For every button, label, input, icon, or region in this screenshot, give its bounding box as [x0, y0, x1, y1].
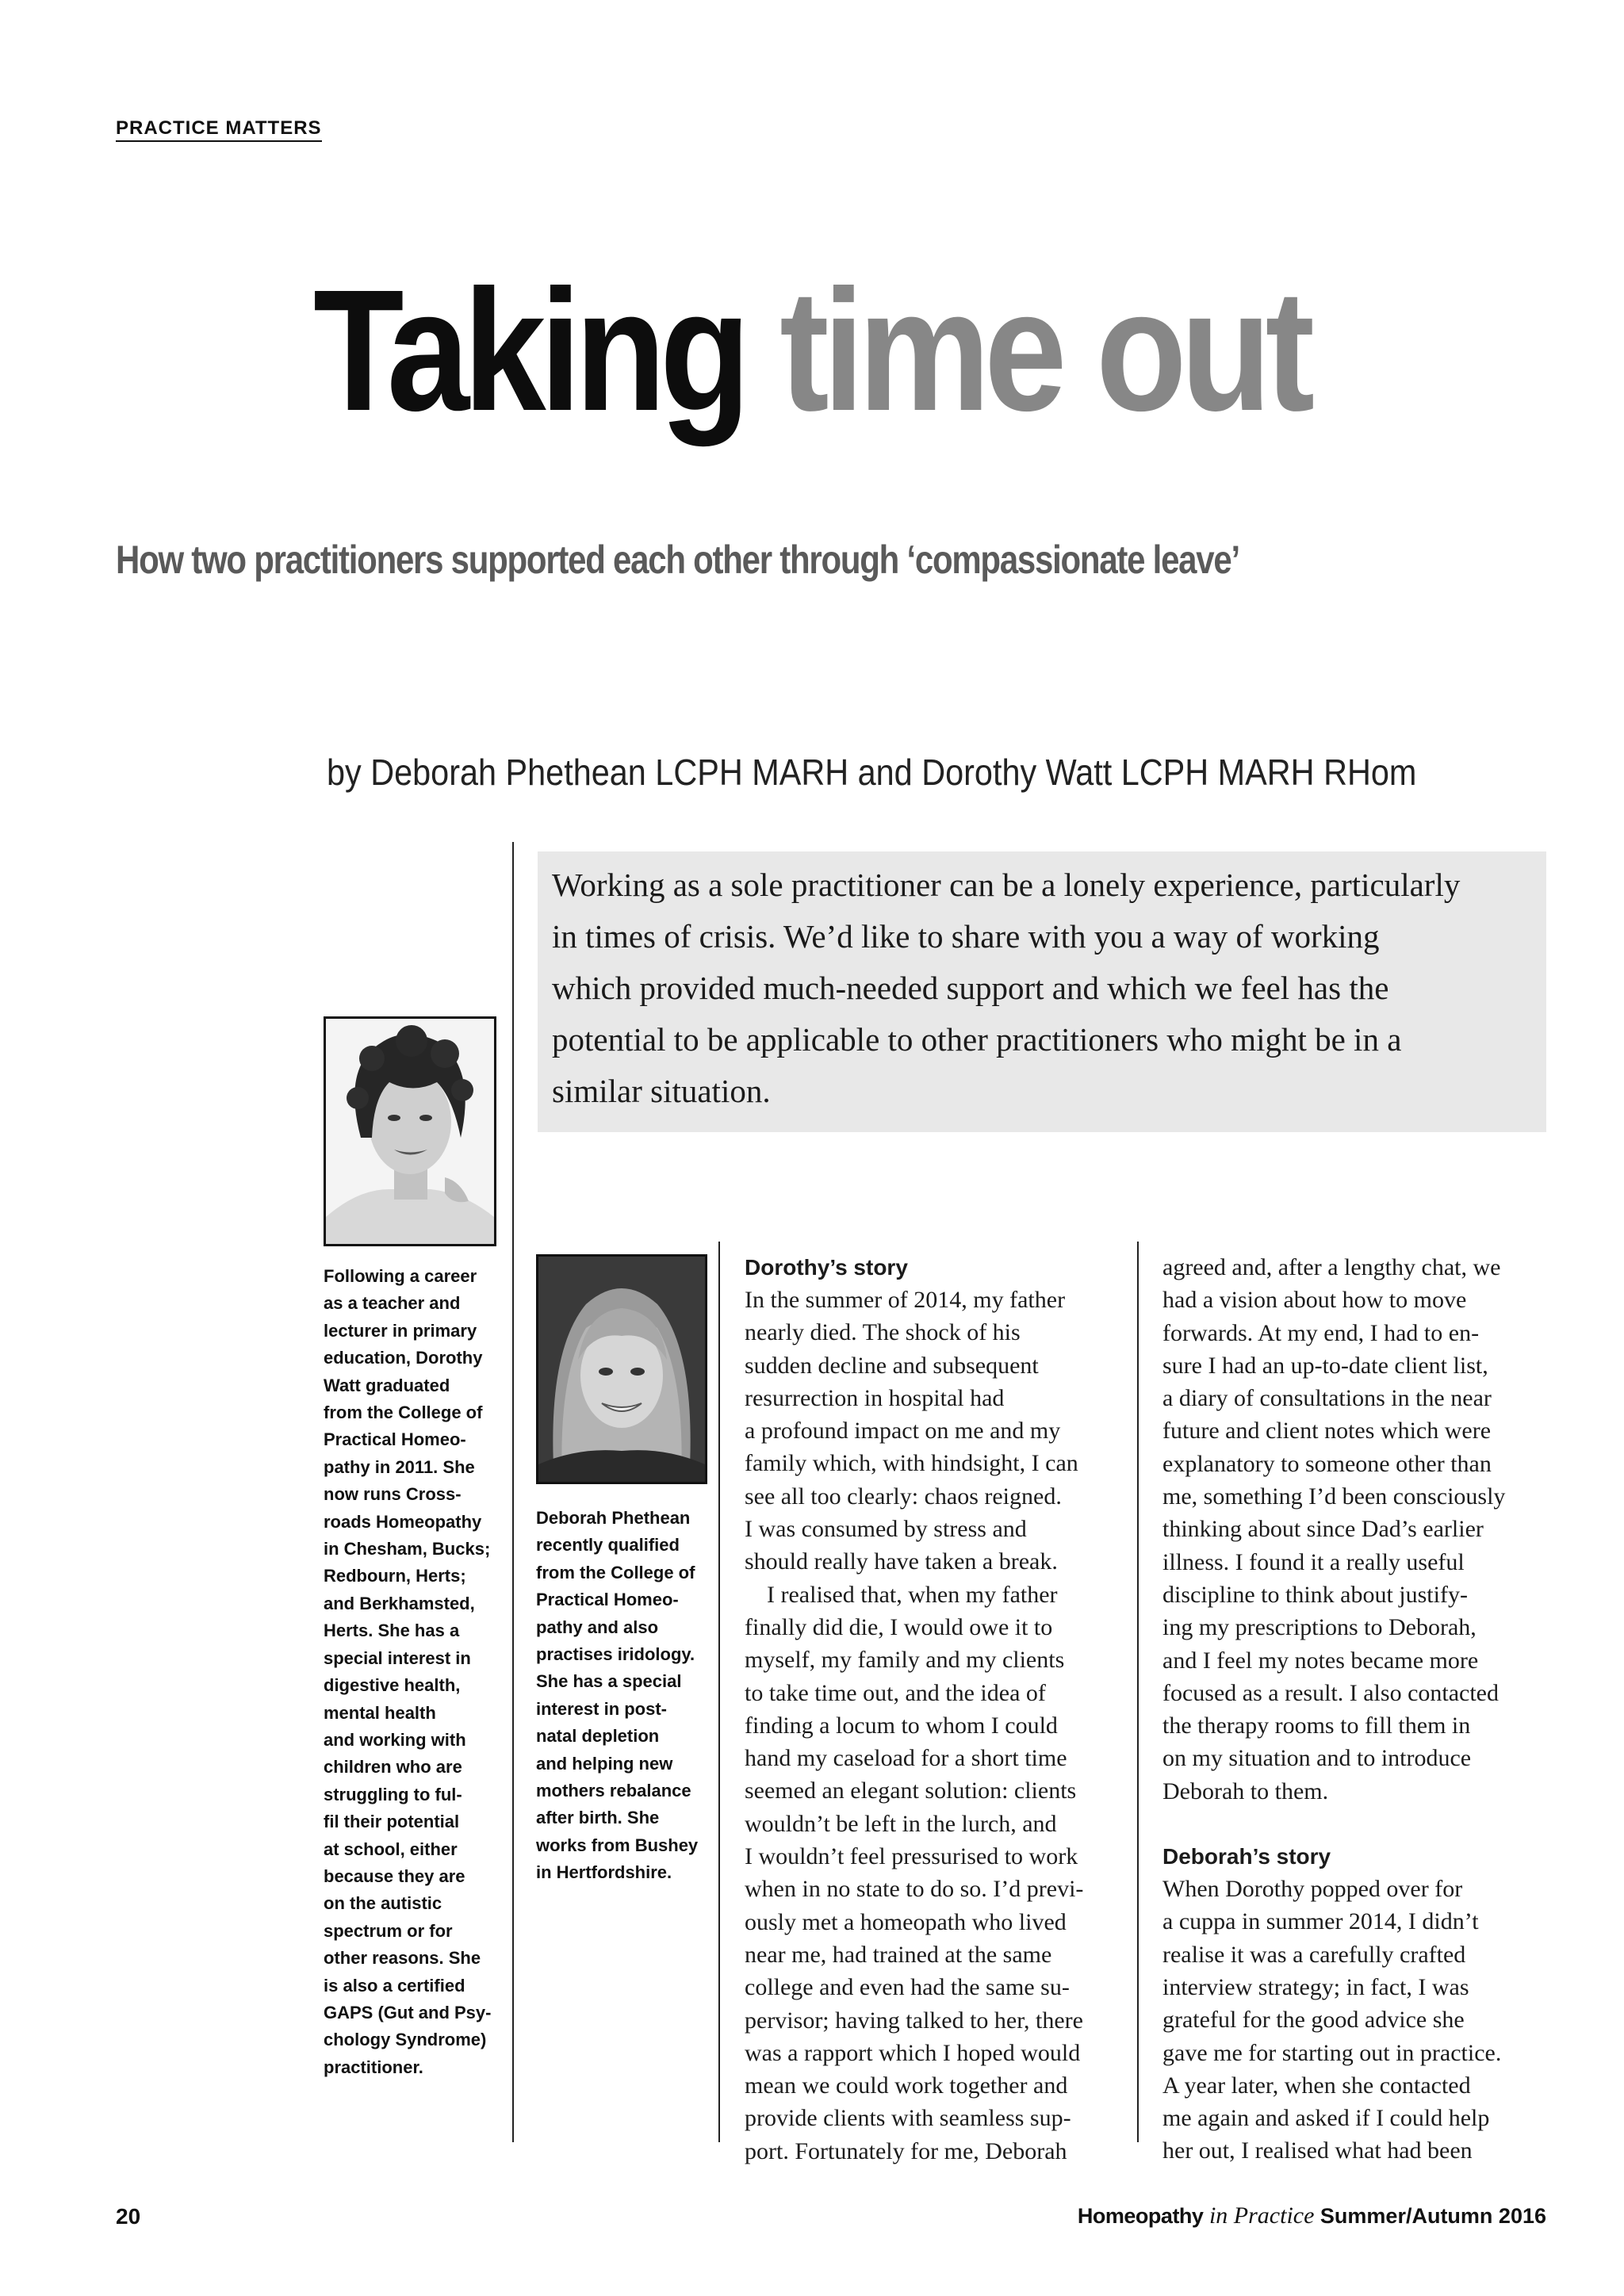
- article-column-1: [745, 1251, 1125, 2168]
- body-line: Deborah to them.: [1162, 1777, 1329, 1804]
- bio-line: Deborah Phethean: [536, 1508, 691, 1528]
- bio-line: spectrum or for: [324, 1920, 453, 1941]
- bio-line: from the College of: [324, 1402, 483, 1423]
- article-subtitle: How two practitioners supported each other through ‘compassionate leave’: [116, 538, 1239, 582]
- body-line: finally did die, I would owe it to: [745, 1613, 1053, 1640]
- body-line: I was consumed by stress and: [745, 1516, 1027, 1543]
- body-line: gave me for starting out in practice.: [1162, 2039, 1502, 2066]
- body-line: me, something I’d been consciously: [1162, 1483, 1506, 1510]
- bio-line: roads Homeopathy: [324, 1511, 482, 1532]
- body-line: me again and asked if I could help: [1162, 2105, 1490, 2132]
- photo-dorothy: [324, 1016, 496, 1246]
- body-line: see all too clearly: chaos reigned.: [745, 1483, 1062, 1510]
- bio-line: mental health: [324, 1702, 436, 1723]
- body-line: ously met a homeopath who lived: [745, 1908, 1067, 1935]
- bio-line: special interest in: [324, 1647, 471, 1668]
- body-line: a diary of consultations in the near: [1162, 1385, 1492, 1412]
- section-heading: Deborah’s story: [1162, 1844, 1331, 1869]
- bio-line: other reasons. She: [324, 1948, 481, 1969]
- body-line: provide clients with seamless sup-: [745, 2105, 1071, 2132]
- body-line: a cuppa in summer 2014, I didn’t: [1162, 1908, 1479, 1935]
- body-line: finding a locum to whom I could: [745, 1712, 1058, 1739]
- body-line: realise it was a carefully crafted: [1162, 1941, 1466, 1968]
- bio-line: fil their potential: [324, 1812, 460, 1832]
- bio-line: now runs Cross-: [324, 1484, 462, 1505]
- bio-deborah: [536, 1505, 715, 1887]
- body-line: and I feel my notes became more: [1162, 1647, 1479, 1674]
- bio-line: GAPS (Gut and Psy-: [324, 2002, 492, 2022]
- article-title: [313, 252, 1308, 450]
- paragraph-gap: [1162, 1808, 1546, 1840]
- issue-label: Summer/Autumn 2016: [1320, 2204, 1546, 2228]
- section-label: PRACTICE MATTERS: [116, 117, 322, 142]
- bio-line: because they are: [324, 1866, 465, 1886]
- article-column-2: [1162, 1251, 1546, 2168]
- bio-line: digestive health,: [324, 1675, 461, 1696]
- bio-line: recently qualified: [536, 1535, 680, 1556]
- bio-line: pathy in 2011. She: [324, 1456, 475, 1477]
- bio-line: as a teacher and: [324, 1293, 461, 1314]
- body-line: her out, I realised what had been: [1162, 2137, 1473, 2164]
- bio-line: She has a special: [536, 1671, 682, 1692]
- bio-line: children who are: [324, 1757, 462, 1777]
- bio-line: Watt graduated: [324, 1375, 450, 1395]
- bio-line: works from Bushey: [536, 1835, 699, 1855]
- bio-line: is also a certified: [324, 1975, 465, 1996]
- portrait-image: [538, 1257, 705, 1482]
- body-line: college and even had the same su-: [745, 1974, 1070, 2001]
- bio-line: lecturer in primary: [324, 1320, 477, 1341]
- publication-name: Homeopathy: [1077, 2204, 1204, 2228]
- bio-line: Herts. She has a: [324, 1621, 460, 1641]
- publication-footer: [1078, 2202, 1546, 2229]
- body-line: seemed an elegant solution: clients: [745, 1777, 1077, 1804]
- bio-line: and working with: [324, 1729, 466, 1750]
- body-line: future and client notes which were: [1162, 1418, 1492, 1445]
- page-number: 20: [116, 2204, 141, 2229]
- body-line: thinking about since Dad’s earlier: [1162, 1516, 1484, 1543]
- body-line: wouldn’t be left in the lurch, and: [745, 1810, 1057, 1837]
- body-line: port. Fortunately for me, Deborah: [745, 2137, 1067, 2164]
- body-line: discipline to think about justify-: [1162, 1581, 1468, 1608]
- bio-line: education, Dorothy: [324, 1348, 483, 1368]
- intro-text: [552, 859, 1535, 1117]
- intro-box: [538, 851, 1546, 1132]
- intro-line: similar situation.: [552, 1073, 771, 1109]
- body-line: focused as a result. I also contacted: [1162, 1679, 1499, 1706]
- body-line: sure I had an up-to-date client list,: [1162, 1352, 1488, 1379]
- body-line: had a vision about how to move: [1162, 1287, 1467, 1314]
- bio-line: at school, either: [324, 1839, 458, 1859]
- body-line: hand my caseload for a short time: [745, 1745, 1067, 1772]
- intro-line: which provided much-needed support and which we feel has the: [552, 970, 1389, 1006]
- body-line: explanatory to someone other than: [1162, 1450, 1492, 1477]
- intro-line: potential to be applicable to other practitioners who might be in a: [552, 1021, 1402, 1058]
- intro-line: Working as a sole practitioner can be a lonely experience, particularly: [552, 867, 1461, 903]
- bio-line: chology Syndrome): [324, 2030, 487, 2050]
- body-line: the therapy rooms to fill them in: [1162, 1712, 1471, 1739]
- bio-line: in Chesham, Bucks;: [324, 1539, 491, 1559]
- title-dark: Taking: [313, 254, 745, 447]
- photo-deborah: [536, 1254, 707, 1484]
- body-line: sudden decline and subsequent: [745, 1352, 1039, 1379]
- body-line: when in no state to do so. I’d previ-: [745, 1876, 1084, 1903]
- body-line: grateful for the good advice she: [1162, 2007, 1465, 2034]
- column-rule-3: [1137, 1242, 1139, 2142]
- body-line: family which, with hindsight, I can: [745, 1450, 1078, 1477]
- body-line: a profound impact on me and my: [745, 1418, 1061, 1445]
- body-line: myself, my family and my clients: [745, 1647, 1065, 1674]
- body-line: agreed and, after a lengthy chat, we: [1162, 1254, 1501, 1280]
- section-heading: Dorothy’s story: [745, 1255, 908, 1280]
- bio-line: after birth. She: [536, 1808, 660, 1828]
- bio-dorothy: [324, 1263, 506, 2081]
- bio-line: on the autistic: [324, 1893, 442, 1914]
- body-line: mean we could work together and: [745, 2072, 1068, 2099]
- bio-line: in Hertfordshire.: [536, 1862, 672, 1883]
- column-rule-1: [512, 842, 514, 2142]
- body-line: to take time out, and the idea of: [745, 1679, 1046, 1706]
- bio-line: interest in post-: [536, 1698, 668, 1719]
- body-line: I wouldn’t feel pressurised to work: [745, 1843, 1078, 1870]
- body-line: should really have taken a break.: [745, 1548, 1058, 1575]
- intro-line: in times of crisis. We’d like to share with you a way of working: [552, 918, 1380, 955]
- bio-line: and Berkhamsted,: [324, 1593, 475, 1613]
- bio-line: Following a career: [324, 1266, 477, 1286]
- portrait-image: [326, 1019, 494, 1244]
- body-line: interview strategy; in fact, I was: [1162, 1973, 1469, 2000]
- bio-line: natal depletion: [536, 1726, 660, 1747]
- body-line: resurrection in hospital had: [745, 1384, 1005, 1411]
- bio-line: Practical Homeo-: [324, 1429, 466, 1450]
- title-light: time out: [779, 254, 1309, 447]
- bio-line: struggling to ful-: [324, 1784, 462, 1804]
- body-line: on my situation and to introduce: [1162, 1745, 1472, 1772]
- publication-name-italic: in Practice: [1208, 2202, 1315, 2229]
- body-line: nearly died. The shock of his: [745, 1319, 1021, 1346]
- body-line: forwards. At my end, I had to en-: [1162, 1319, 1480, 1346]
- bio-line: practises iridology.: [536, 1644, 695, 1665]
- bio-line: from the College of: [536, 1562, 695, 1582]
- bio-line: Practical Homeo-: [536, 1590, 679, 1610]
- body-line: I realised that, when my father: [767, 1581, 1058, 1608]
- body-line: When Dorothy popped over for: [1162, 1876, 1463, 1903]
- bio-line: pathy and also: [536, 1617, 659, 1637]
- body-line: illness. I found it a really useful: [1162, 1548, 1465, 1575]
- body-line: was a rapport which I hoped would: [745, 2039, 1081, 2066]
- body-line: near me, had trained at the same: [745, 1941, 1052, 1968]
- bio-line: mothers rebalance: [536, 1781, 691, 1801]
- body-line: pervisor; having talked to her, there: [745, 2007, 1083, 2034]
- body-line: ing my prescriptions to Deborah,: [1162, 1614, 1477, 1641]
- byline: by Deborah Phethean LCPH MARH and Dorothy Watt LCPH MARH RHom: [327, 752, 1417, 793]
- bio-line: practitioner.: [324, 2057, 423, 2077]
- bio-line: Redbourn, Herts;: [324, 1566, 466, 1586]
- bio-line: and helping new: [536, 1753, 673, 1774]
- body-line: In the summer of 2014, my father: [745, 1287, 1066, 1313]
- body-line: A year later, when she contacted: [1162, 2072, 1471, 2099]
- column-rule-2: [718, 1242, 720, 2142]
